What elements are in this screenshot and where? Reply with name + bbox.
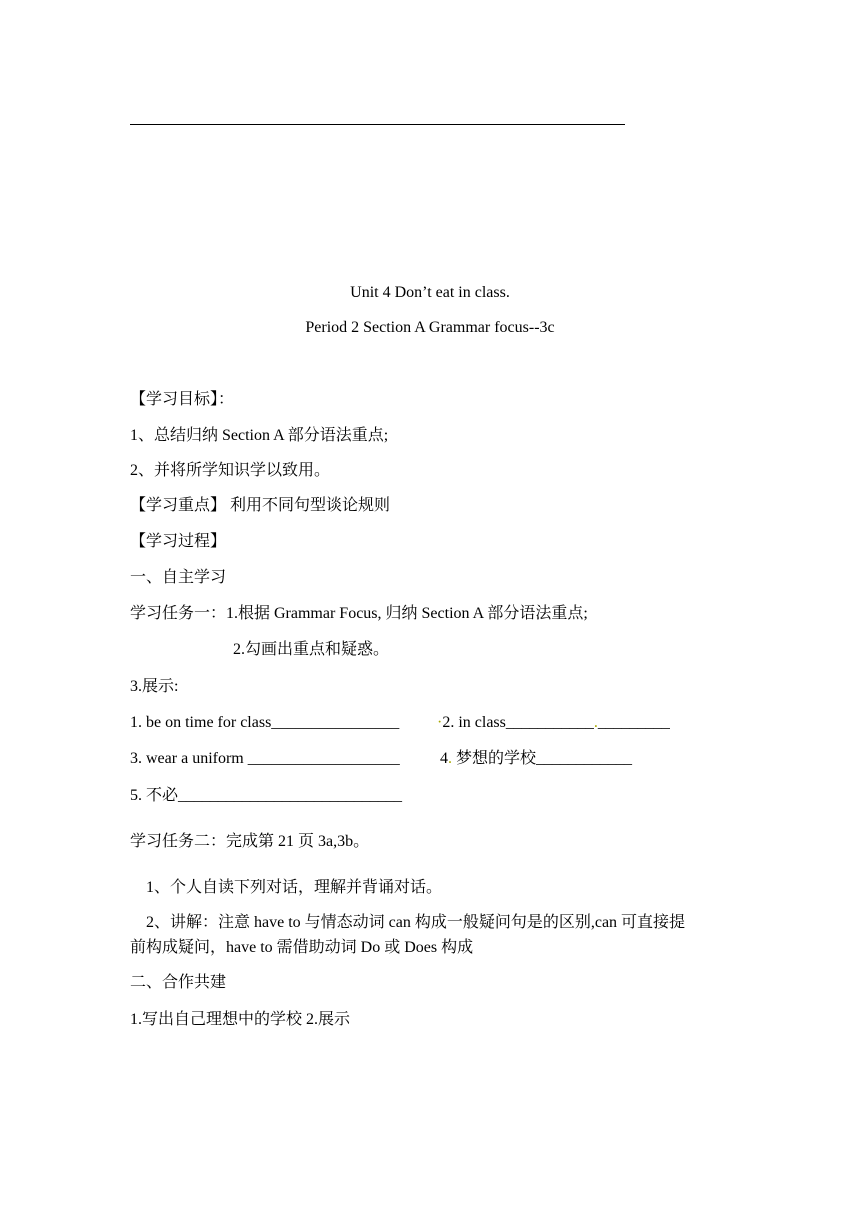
task1-line1: 学习任务一：1.根据 Grammar Focus, 归纳 Section A 部分语法重点; (130, 605, 588, 622)
key-points: 【学习重点】 利用不同句型谈论规则 (130, 497, 391, 514)
mark-dot: · (437, 714, 443, 731)
show-label: 3.展示: (130, 678, 179, 695)
page-subtitle: Period 2 Section A Grammar focus--3c (305, 319, 555, 336)
task2-item-1: 1、个人自读下列对话，理解并背诵对话。 (146, 879, 443, 896)
exercise-1: 1. be on time for class________________ (130, 714, 400, 731)
mark-dot: . (448, 750, 452, 767)
task2-item-2-line1: 2、讲解：注意 have to 与情态动词 can 构成一般疑问句是的区别,can 可直接提 (146, 914, 686, 931)
exercise-2: ·2. in class___________._________ (437, 714, 670, 731)
task1-line2: 2.勾画出重点和疑惑。 (233, 641, 390, 658)
exercise-5: 5. 不必____________________________ (130, 787, 403, 804)
page-title: Unit 4 Don’t eat in class. (350, 284, 510, 301)
mark-dot: . (593, 714, 598, 731)
section-self-study: 一、自主学习 (130, 569, 227, 586)
section-cooperation: 二、合作共建 (130, 974, 227, 991)
task2: 学习任务二：完成第 21 页 3a,3b。 (130, 833, 370, 850)
task2-item-2-line2: 前构成疑问，have to 需借助动词 Do 或 Does 构成 (130, 939, 474, 956)
exercise-3: 3. wear a uniform ___________________ (130, 750, 400, 767)
header-rule (130, 124, 625, 125)
cooperation-item: 1.写出自己理想中的学校 2.展示 (130, 1011, 351, 1028)
objectives-heading: 【学习目标】： (130, 391, 235, 408)
process-heading: 【学习过程】 (130, 533, 227, 550)
objective-item-2: 2、并将所学知识学以致用。 (130, 462, 331, 479)
objective-item-1: 1、总结归纳 Section A 部分语法重点; (130, 427, 389, 444)
exercise-4: 4. 梦想的学校____________ (440, 750, 633, 767)
